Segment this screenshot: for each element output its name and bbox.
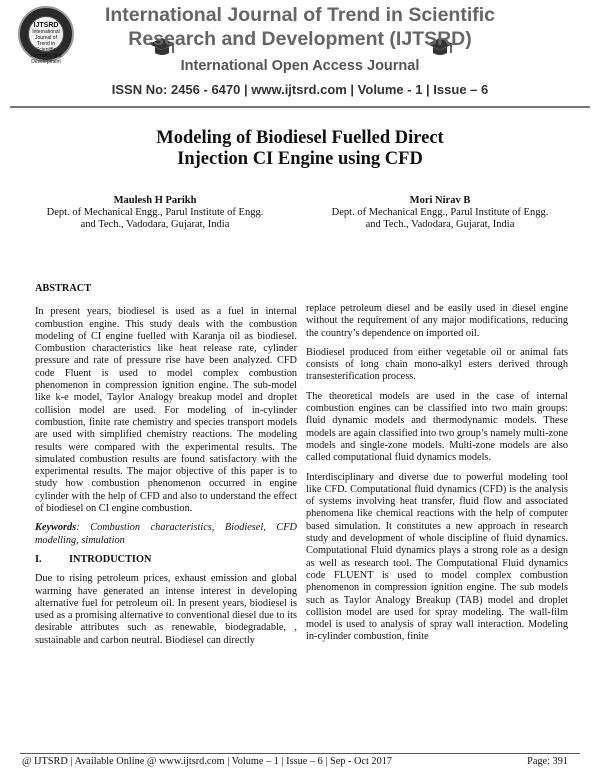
journal-title-line1: International Journal of Trend in Scientific — [104, 4, 496, 26]
footer-divider — [20, 753, 580, 754]
journal-title-line2: Research and Development (IJTSRD) — [128, 28, 472, 50]
author-affiliation-line1: Dept. of Mechanical Engg., Parul Institute of Engg. — [46, 207, 264, 218]
keywords-text: : Combustion characteristics, Biodiesel, CFD modelling, simulation — [35, 522, 297, 546]
keywords-label: Keywords — [35, 522, 77, 534]
author-name: Mori Nirav B — [409, 195, 471, 206]
section-heading-introduction — [35, 554, 297, 566]
journal-header — [0, 0, 600, 112]
page-footer — [22, 756, 578, 767]
keywords — [35, 522, 297, 547]
left-column — [35, 283, 297, 654]
abstract-heading: ABSTRACT — [35, 283, 92, 294]
page-number: Page: 391 — [527, 756, 568, 767]
author-affiliation-line1: Dept. of Mechanical Engg., Parul Institute of Engg. — [331, 207, 549, 218]
header-divider — [10, 106, 590, 108]
author-block — [20, 195, 290, 231]
logo-seal — [28, 16, 64, 65]
logo-text: International Journal of Trend in Scientific Research and Development — [30, 29, 62, 65]
abstract-text: In present years, biodiesel is used as a fuel in internal combustion engine. This study deals with the combustion modeling of CI engine fuelled with Karanja oil as biodiesel. Combustion characteristics like heat release rate, cylinder pressure and rate of pressure rise have been analyzed. CFD code Fluent is used to model complex combustion phenomenon in compression ignition engine. The sub-model like k-e model, Taylor Analogy breakup model and droplet collision model are used. For modeling of in-cylinder combustion, finite rate chemistry and species transport models are used with simplified chemistry reactions. The modeling results were compared with the experimental results. The simulated combustion results are found satisfactory with the experimental results. The major objective of this paper is to study how combustion phenomenon occurred in engine cylinder with the help of CFD and also to understand the effect of biodiesel on CI engine combustion. — [35, 306, 297, 515]
paragraph: The theoretical models are used in the case of internal combustion engines can be classified into two main groups: fluid dynamic models and thermodynamic models. These models are again classified into two group’s namely multi-zone models and single-zone models. Multi-zone models are also called computational fluid dynamics models. — [306, 390, 568, 464]
paper-title-line2: Injection CI Engine using CFD — [177, 149, 423, 169]
right-column — [306, 303, 568, 651]
paragraph: Biodiesel produced from either vegetable oil or animal fats consists of long chain mono-alkyl esters derived through transesterification process. — [306, 346, 568, 383]
paragraph: Interdisciplinary and diverse due to powerful modeling tool like CFD. Computational fluid dynamics (CFD) is the analysis of systems involving heat transfer, fluid flow and associated phenomena like chemical reactions with the help of computer based simulation. It constitutes a new approach in research study and development of whole discipline of fluid dynamics. Computational Fluid dynamics plays a strong role as a design as well as research tool. The Computational Fluid dynamics code FLUENT is used to model complex combustion phenomenon in compression ignition engine. The sub models such as Taylor Analogy Breakup (TAB) model and droplet collision model are used for spray modeling. The wall-film model is used to analysis of spray wall interaction. Modeling in-cylinder combustion, finite — [306, 471, 568, 643]
author-affiliation-line2: and Tech., Vadodara, Gujarat, India — [365, 219, 515, 230]
paper-title — [0, 128, 600, 170]
paragraph: replace petroleum diesel and be easily used in diesel engine without the requirement of any major modifications, reducing the country’s dependence on imported oil. — [306, 303, 568, 339]
footer-citation: @ IJTSRD | Available Online @ www.ijtsrd.com | Volume – 1 | Issue – 6 | Sep - Oct 2017 — [22, 756, 393, 767]
journal-subtitle: International Open Access Journal — [180, 58, 420, 74]
section-title: INTRODUCTION — [69, 553, 152, 565]
author-name: Maulesh H Parikh — [113, 195, 197, 206]
paper-title-line1: Modeling of Biodiesel Fuelled Direct — [156, 128, 444, 148]
logo-abbr: IJTSRD — [33, 22, 59, 29]
issn-line: ISSN No: 2456 - 6470 | www.ijtsrd.com | Volume - 1 | Issue – 6 — [111, 82, 489, 97]
author-affiliation-line2: and Tech., Vadodara, Gujarat, India — [80, 219, 230, 230]
journal-logo — [18, 6, 74, 65]
author-block — [305, 195, 575, 231]
section-number: I. — [35, 553, 42, 565]
intro-paragraph: Due to rising petroleum prices, exhaust emission and global warming have generated an intense interest in developing alternative fuel for petroleum oil. In present years, biodiesel is used as a promising alternative to conventional diesel due to its desirable attributes such as renewable, biodegradable, , sustainable and carbon neutral. Biodiesel can directly — [35, 573, 297, 646]
